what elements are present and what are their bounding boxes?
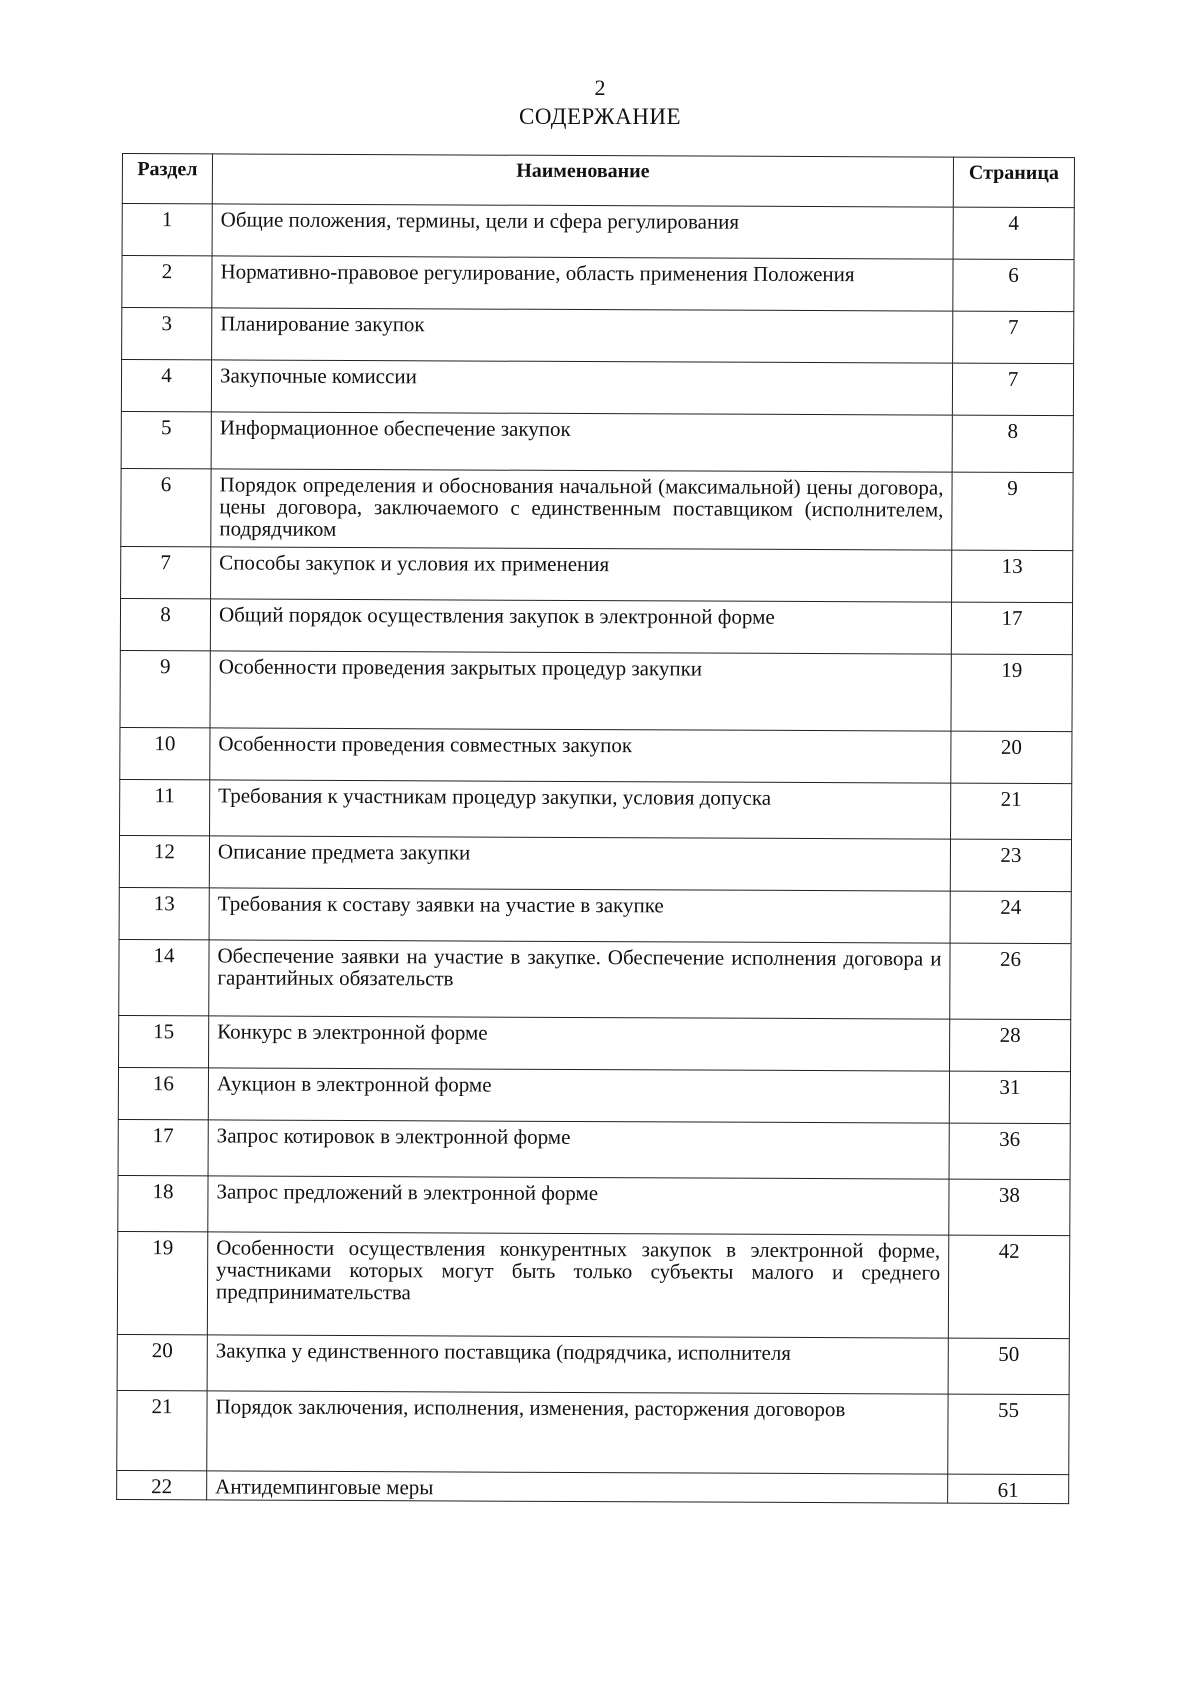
page-reference: 24 <box>950 891 1071 944</box>
table-row <box>119 835 1071 891</box>
header-page: Страница <box>953 157 1074 208</box>
section-name: Общие положения, термины, цели и сфера регулирования <box>212 204 953 259</box>
section-number: 6 <box>121 468 211 546</box>
section-number: 15 <box>119 1015 209 1067</box>
table-row <box>117 1390 1069 1474</box>
table-header-row <box>122 154 1074 208</box>
section-name: Требования к составу заявки на участие в закупке <box>209 888 950 943</box>
section-name: Закупка у единственного поставщика (подрядчика, исполнителя <box>207 1335 948 1394</box>
table-row <box>117 1470 1069 1503</box>
section-number: 12 <box>119 835 209 887</box>
page-reference: 7 <box>952 363 1073 416</box>
section-number: 14 <box>119 939 209 1015</box>
section-name: Аукцион в электронной форме <box>208 1068 949 1123</box>
section-number: 16 <box>118 1067 208 1119</box>
section-name: Антидемпинговые меры <box>207 1471 948 1503</box>
section-number: 20 <box>117 1334 207 1390</box>
table-row <box>122 308 1074 364</box>
page-reference: 36 <box>949 1123 1070 1180</box>
section-number: 1 <box>122 204 212 256</box>
section-number: 22 <box>117 1470 207 1499</box>
contents-table <box>116 153 1075 1504</box>
header-section: Раздел <box>122 154 212 204</box>
page-number: 2 <box>594 75 606 100</box>
page-reference: 17 <box>951 602 1072 655</box>
section-name: Запрос предложений в электронной форме <box>208 1176 949 1235</box>
section-name: Общий порядок осуществления закупок в электронной форме <box>210 599 951 654</box>
section-number: 21 <box>117 1390 207 1470</box>
table-row <box>120 779 1072 839</box>
contents-table-body <box>117 204 1075 1504</box>
section-name: Описание предмета закупки <box>209 836 950 891</box>
table-row <box>119 1015 1071 1071</box>
page-reference: 19 <box>951 654 1072 732</box>
page-reference: 42 <box>948 1235 1069 1339</box>
table-row <box>120 650 1072 731</box>
section-number: 5 <box>121 411 211 468</box>
page-reference: 8 <box>952 415 1073 473</box>
page-reference: 21 <box>951 783 1072 840</box>
page-reference: 23 <box>950 839 1071 892</box>
section-number: 9 <box>120 650 210 727</box>
section-number: 3 <box>122 308 212 360</box>
section-name: Особенности проведения совместных закупок <box>210 728 951 783</box>
table-row <box>122 256 1074 312</box>
page-reference: 50 <box>948 1338 1069 1395</box>
page-reference: 61 <box>948 1474 1069 1504</box>
table-row <box>120 598 1072 654</box>
table-row <box>119 939 1071 1019</box>
section-number: 10 <box>120 727 210 779</box>
section-number: 2 <box>122 256 212 308</box>
page-reference: 20 <box>951 731 1072 784</box>
section-number: 11 <box>120 779 210 835</box>
section-number: 4 <box>121 360 211 412</box>
page-reference: 4 <box>953 207 1074 260</box>
section-number: 19 <box>117 1231 207 1334</box>
section-name: Запрос котировок в электронной форме <box>208 1120 949 1179</box>
page-reference: 13 <box>952 550 1073 603</box>
table-row <box>121 468 1073 550</box>
section-number: 8 <box>120 598 210 650</box>
page-reference: 7 <box>953 311 1074 364</box>
section-name: Особенности проведения закрытых процедур закупки <box>210 651 951 731</box>
table-row <box>121 546 1073 602</box>
section-name: Планирование закупок <box>212 308 953 363</box>
table-row <box>117 1231 1069 1338</box>
section-name: Особенности осуществления конкурентных закупок в электронной форме, участниками которых могут быть только субъекты малого и среднего предпринимательства <box>207 1232 948 1338</box>
section-name: Закупочные комиссии <box>211 360 952 415</box>
page-reference: 6 <box>953 259 1074 312</box>
section-name: Порядок заключения, исполнения, изменения, расторжения договоров <box>207 1391 948 1474</box>
header-name: Наименование <box>212 154 953 207</box>
table-row <box>118 1175 1070 1235</box>
page-reference: 38 <box>949 1179 1070 1236</box>
section-name: Обеспечение заявки на участие в закупке. Обеспечение исполнения договора и гарантийных обязательств <box>209 940 950 1019</box>
page-reference: 26 <box>950 943 1071 1020</box>
page-reference: 55 <box>948 1394 1069 1475</box>
page-reference: 9 <box>952 472 1073 551</box>
table-row <box>120 727 1072 783</box>
table-row <box>122 204 1074 260</box>
table-row <box>121 360 1073 416</box>
table-row <box>119 887 1071 943</box>
section-name: Информационное обеспечение закупок <box>211 412 952 472</box>
section-name: Конкурс в электронной форме <box>209 1016 950 1071</box>
section-number: 18 <box>118 1175 208 1231</box>
table-row <box>117 1334 1069 1394</box>
page-reference: 31 <box>949 1071 1070 1124</box>
table-row <box>118 1067 1070 1123</box>
section-name: Порядок определения и обоснования начальной (максимальной) цены договора, цены договора, заключаемого с единственным поставщиком (исполнителем, подрядчиком <box>211 469 952 550</box>
table-row <box>118 1119 1070 1179</box>
section-name: Нормативно-правовое регулирование, область применения Положения <box>212 256 953 311</box>
section-number: 13 <box>119 887 209 939</box>
section-number: 17 <box>118 1119 208 1175</box>
page-reference: 28 <box>950 1019 1071 1072</box>
section-name: Требования к участникам процедур закупки, условия допуска <box>210 780 951 839</box>
document-title: СОДЕРЖАНИЕ <box>518 104 681 129</box>
table-row <box>121 411 1073 472</box>
section-name: Способы закупок и условия их применения <box>211 547 952 602</box>
section-number: 7 <box>121 546 211 598</box>
